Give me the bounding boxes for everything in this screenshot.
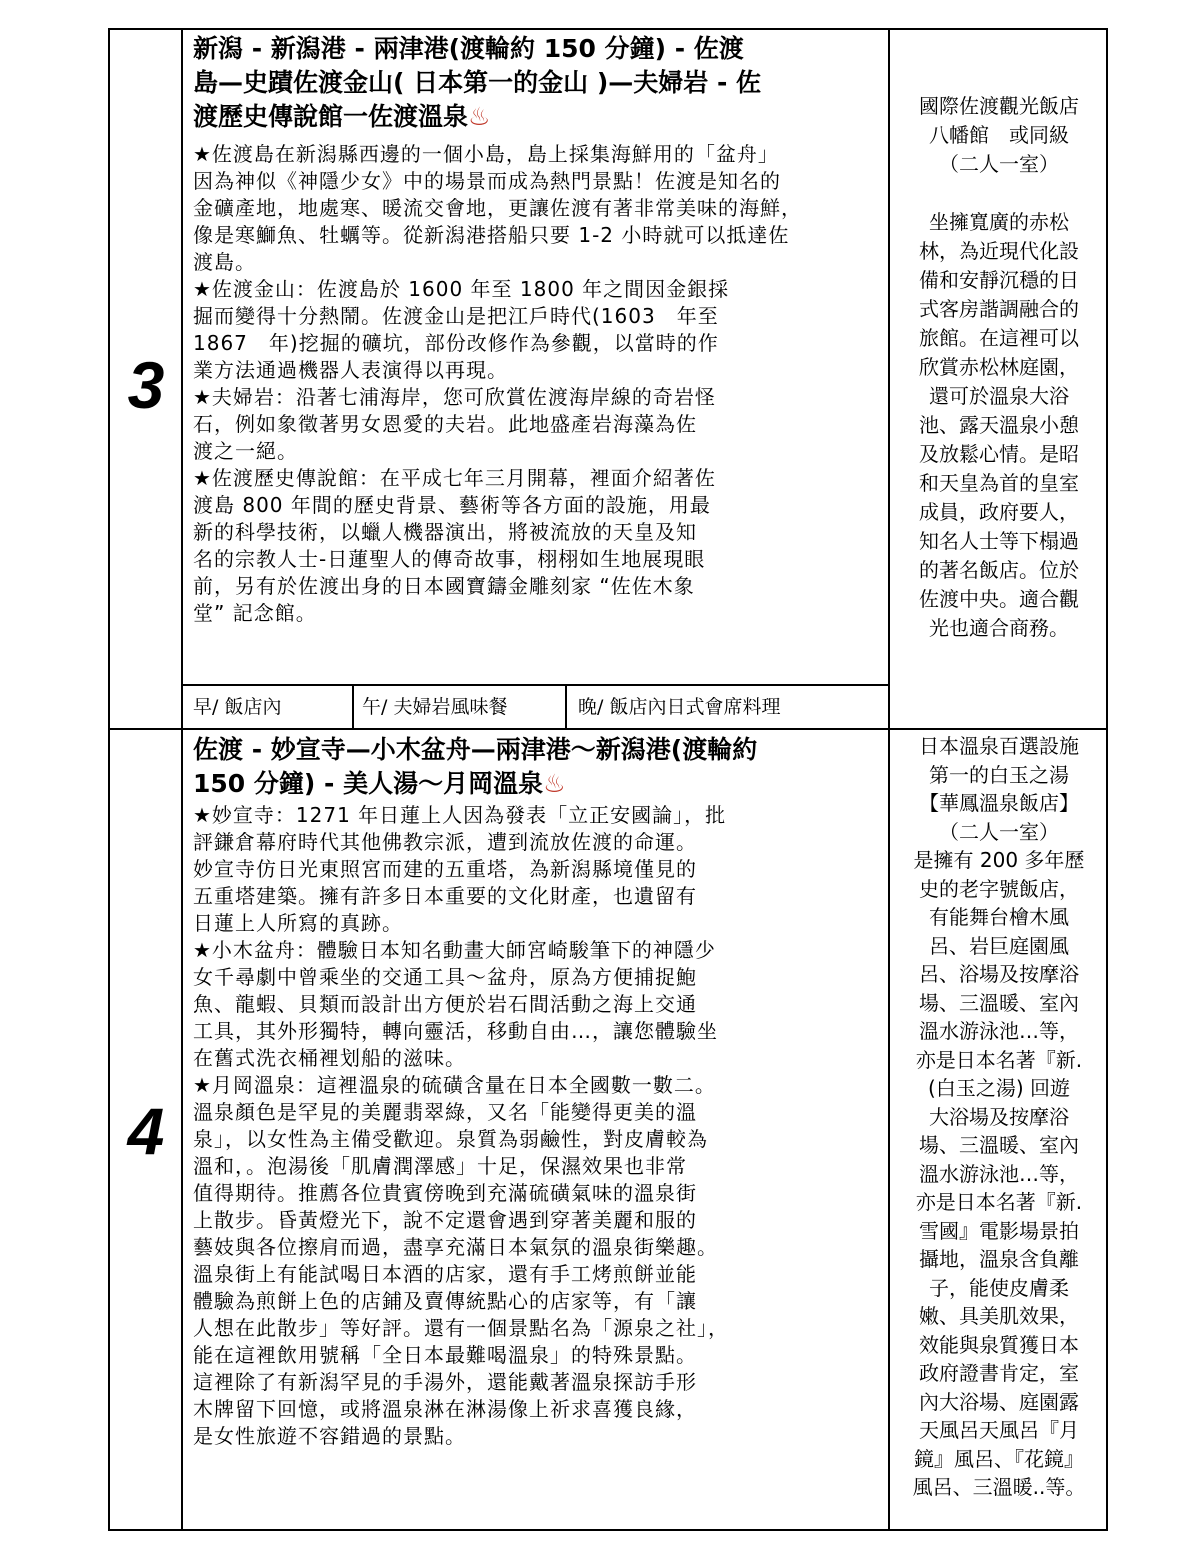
hotel-desc-line: 風呂、三溫暖..等。 [912,1475,1086,1499]
hotel-desc-line: 溫水游泳池…等， [919,1161,1079,1186]
day3-para-history-museum [193,465,881,627]
line: 1867 年)挖掘的礦坑，部份改修作為參觀，以當時的作 [193,331,719,355]
hotel-desc-line: 溫水游泳池…等， [919,1019,1079,1043]
day-separator-line [108,728,1108,730]
hotel-desc-line: 還可於溫泉大浴 [929,384,1069,408]
line: 藝妓與各位擦肩而過，盡享充滿日本氣氛的溫泉街樂趣。 [193,1235,718,1259]
line: 日蓮上人所寫的真跡。 [193,911,403,935]
hot-spring-icon: ♨ [468,102,491,131]
day4-para-ogi-tub-boat [193,937,881,1072]
line: 人想在此散步」等好評。還有一個景點名為「源泉之社」， [193,1316,729,1340]
line: 渡島。 [193,250,256,274]
day3-hotel [891,92,1107,643]
hotel-desc-line: 光也適合商務。 [929,616,1069,640]
hotel-desc-line: 內大浴場、庭園露 [919,1389,1079,1414]
hotel-desc-line: 呂、浴場及按摩浴 [919,962,1079,986]
day4-title-line-2 [193,767,883,801]
hotel-desc-line: 林，為近現代化設 [919,239,1079,263]
day4-description [193,802,881,1450]
day3-para-sado-gold-mine [193,276,881,384]
hotel-desc-line: 雪國』電影場景拍 [919,1218,1079,1243]
line: 在舊式洗衣桶裡划船的滋味。 [193,1046,466,1070]
hotel-desc-line: 式客房諧調融合的 [919,297,1079,321]
hotel-desc-line: 及放鬆心情。是昭 [919,442,1079,466]
hotel-desc-line: 效能與泉質獲日本 [919,1332,1079,1357]
hotel-column-divider [888,28,890,1531]
line: 值得期待。推薦各位貴賓傍晚到充滿硫磺氣味的溫泉街 [193,1181,697,1205]
meal-breakfast: 早/ 飯店內 [193,696,282,718]
line: ★妙宣寺：1271 年日蓮上人因為發表「立正安國論」，批 [193,803,727,827]
meal-dinner: 晚/ 飯店內日式會席料理 [578,696,781,718]
hotel-desc-line: 攝地，溫泉含負離 [919,1247,1079,1271]
hotel-name-line: 國際佐渡觀光飯店 [919,94,1079,118]
day3-para-sado-island [193,141,881,276]
line: 堂” 記念館。 [193,601,317,625]
line: 渡島 800 年間的歷史背景、藝術等各方面的設施，用最 [193,493,711,517]
hotel-desc-line: 池、露天溫泉小憩 [919,413,1079,437]
hotel-desc-line: 知名人士等下榻過 [919,529,1079,553]
hotel-desc-line: 旅館。在這裡可以 [919,326,1079,350]
hotel-desc-line: 鏡』風呂、『花鏡』 [914,1446,1084,1471]
line: 體驗為煎餅上色的店鋪及賣傳統點心的店家等，有「讓 [193,1289,697,1313]
hotel-desc-line: (白玉之湯) 回遊 [928,1076,1070,1100]
day4-title-line-2-text: 150 分鐘) - 美人湯～月岡溫泉 [193,769,544,798]
day3-title-line-3-text: 渡歷史傳說館一佐渡溫泉 [193,102,469,131]
line: 溫泉顏色是罕見的美麗翡翠綠，又名「能變得更美的溫 [193,1100,697,1124]
line: 妙宣寺仿日光東照宮而建的五重塔，為新潟縣境僅見的 [193,857,697,881]
day3-title-line-2: 島—史蹟佐渡金山( 日本第一的金山 )—夫婦岩 - 佐 [193,68,762,97]
day-number-4: 4 [127,1094,165,1168]
day4-hotel [891,732,1107,1502]
line: 是女性旅遊不容錯過的景點。 [193,1424,466,1448]
line: ★佐渡金山：佐渡島於 1600 年至 1800 年之間因金銀採 [193,277,730,301]
line: 泉」，以女性為主備受歡迎。泉質為弱鹼性，對皮膚較為 [193,1127,708,1151]
line: 木牌留下回憶，或將溫泉淋在淋湯像上祈求喜獲良緣， [193,1397,697,1421]
meal-divider-1 [352,684,354,729]
hotel-desc-line: 場、三溫暖、室內 [919,990,1079,1015]
line: 這裡除了有新潟罕見的手湯外，還能戴著溫泉探訪手形 [193,1370,697,1394]
line: 工具，其外形獨特，轉向靈活，移動自由…，讓您體驗坐 [193,1019,718,1043]
day-column-divider [181,28,183,1531]
hotel-desc-line: 子，能使皮膚柔 [929,1275,1069,1300]
meal-lunch: 午/ 夫婦岩風味餐 [362,696,508,718]
hotel-name-line: 八幡館 或同級 [929,123,1069,147]
line: ★小木盆舟：體驗日本知名動畫大師宮崎駿筆下的神隱少 [193,938,716,962]
room-type: （二人一室） [939,819,1059,844]
hotel-desc-line: 備和安靜沉穩的日 [919,268,1079,292]
line: 渡之一絕。 [193,439,298,463]
line: 女千尋劇中曾乘坐的交通工具～盆舟，原為方便捕捉鮑 [193,965,697,989]
line: 石，例如象徵著男女恩愛的夫岩。此地盛產岩海藻為佐 [193,412,697,436]
line: 名的宗教人士-日蓮聖人的傳奇故事，栩栩如生地展現眼 [193,547,706,571]
hotel-desc-line: 政府證書肯定，室 [919,1361,1079,1385]
line: 新的科學技術，以蠟人機器演出，將被流放的天皇及知 [193,520,697,544]
line: 上散步。昏黃燈光下，說不定還會遇到穿著美麗和服的 [193,1208,697,1232]
day4-title-line-1: 佐渡 - 妙宣寺—小木盆舟—兩津港～新潟港(渡輪約 [193,735,758,764]
hotel-desc-line: 呂、岩巨庭園風 [929,933,1069,958]
hotel-desc-line: 天風呂天風呂『月 [919,1418,1079,1442]
hotel-award-line: 第一的白玉之湯 [929,762,1069,787]
line: ★佐渡島在新潟縣西邊的一個小島，島上採集海鮮用的「盆舟」 [193,142,779,166]
hotel-desc-line: 有能舞台檜木風 [929,905,1069,929]
line: 溫和，。泡湯後「肌膚潤澤感」十足，保濕效果也非常 [193,1154,687,1178]
line: 溫泉街上有能試喝日本酒的店家，還有手工烤煎餅並能 [193,1262,697,1286]
line: 因為神似《神隱少女》中的場景而成為熱門景點！佐渡是知名的 [193,169,781,193]
meal-row-top-line [181,684,890,686]
hotel-desc-line: 和天皇為首的皇室 [919,471,1079,495]
hotel-desc-line: 坐擁寬廣的赤松 [929,210,1069,234]
hotel-desc-line: 大浴場及按摩浴 [929,1104,1069,1129]
day3-para-meoto-iwa [193,384,881,465]
day3-title-line-1: 新潟 - 新潟港 - 兩津港(渡輪約 150 分鐘) - 佐渡 [193,34,744,63]
hotel-desc-line: 嫩、具美肌效果， [919,1304,1079,1328]
line: 像是寒鰤魚、牡蠣等。從新潟港搭船只要 1-2 小時就可以抵達佐 [193,223,790,247]
day4-para-tsukioka-onsen [193,1072,881,1450]
line: 金礦產地，地處寒、暖流交會地，更讓佐渡有著非常美味的海鮮， [193,196,802,220]
hotel-desc-line: 亦是日本名著『新. [915,1047,1083,1072]
hot-spring-icon: ♨ [543,769,566,798]
hotel-desc-line: 成員，政府要人， [919,500,1079,524]
hotel-desc-line: 是擁有 200 多年歷 [913,848,1085,872]
day3-title [193,32,883,134]
day-number-3: 3 [127,348,165,422]
hotel-desc-line: 場、三溫暖、室內 [919,1133,1079,1157]
hotel-desc-line: 史的老字號飯店， [919,876,1079,901]
line: ★月岡溫泉：這裡溫泉的硫磺含量在日本全國數一數二。 [193,1073,716,1097]
hotel-desc-line: 亦是日本名著『新. [915,1190,1083,1214]
line: 能在這裡飲用號稱「全日本最難喝溫泉」的特殊景點。 [193,1343,697,1367]
meal-divider-2 [565,684,567,729]
hotel-desc-line: 欣賞赤松林庭園， [919,355,1079,379]
line: ★佐渡歷史傳說館：在平成七年三月開幕，裡面介紹著佐 [193,466,716,490]
line: 評鎌倉幕府時代其他佛教宗派，遭到流放佐渡的命運。 [193,830,697,854]
line: 魚、龍蝦、貝類而設計出方便於岩石間活動之海上交通 [193,992,697,1016]
hotel-award-line: 日本溫泉百選設施 [919,734,1079,758]
hotel-desc-line: 的著名飯店。位於 [919,558,1079,582]
day3-title-line-3 [193,100,883,134]
line: 業方法通過機器人表演得以再現。 [193,358,508,382]
day3-description [193,141,881,627]
line: 五重塔建築。擁有許多日本重要的文化財產，也遺留有 [193,884,697,908]
room-type: （二人一室） [939,152,1059,176]
line: ★夫婦岩：沿著七浦海岸，您可欣賞佐渡海岸線的奇岩怪 [193,385,716,409]
line: 前，另有於佐渡出身的日本國寶鑄金雕刻家 “佐佐木象 [193,574,695,598]
hotel-desc-line: 佐渡中央。適合觀 [919,587,1079,611]
hotel-name: 【華鳳溫泉飯店】 [919,791,1079,815]
day4-title [193,733,883,801]
day4-para-myosenji [193,802,881,937]
line: 掘而變得十分熱鬧。佐渡金山是把江戶時代(1603 年至 [193,304,719,328]
